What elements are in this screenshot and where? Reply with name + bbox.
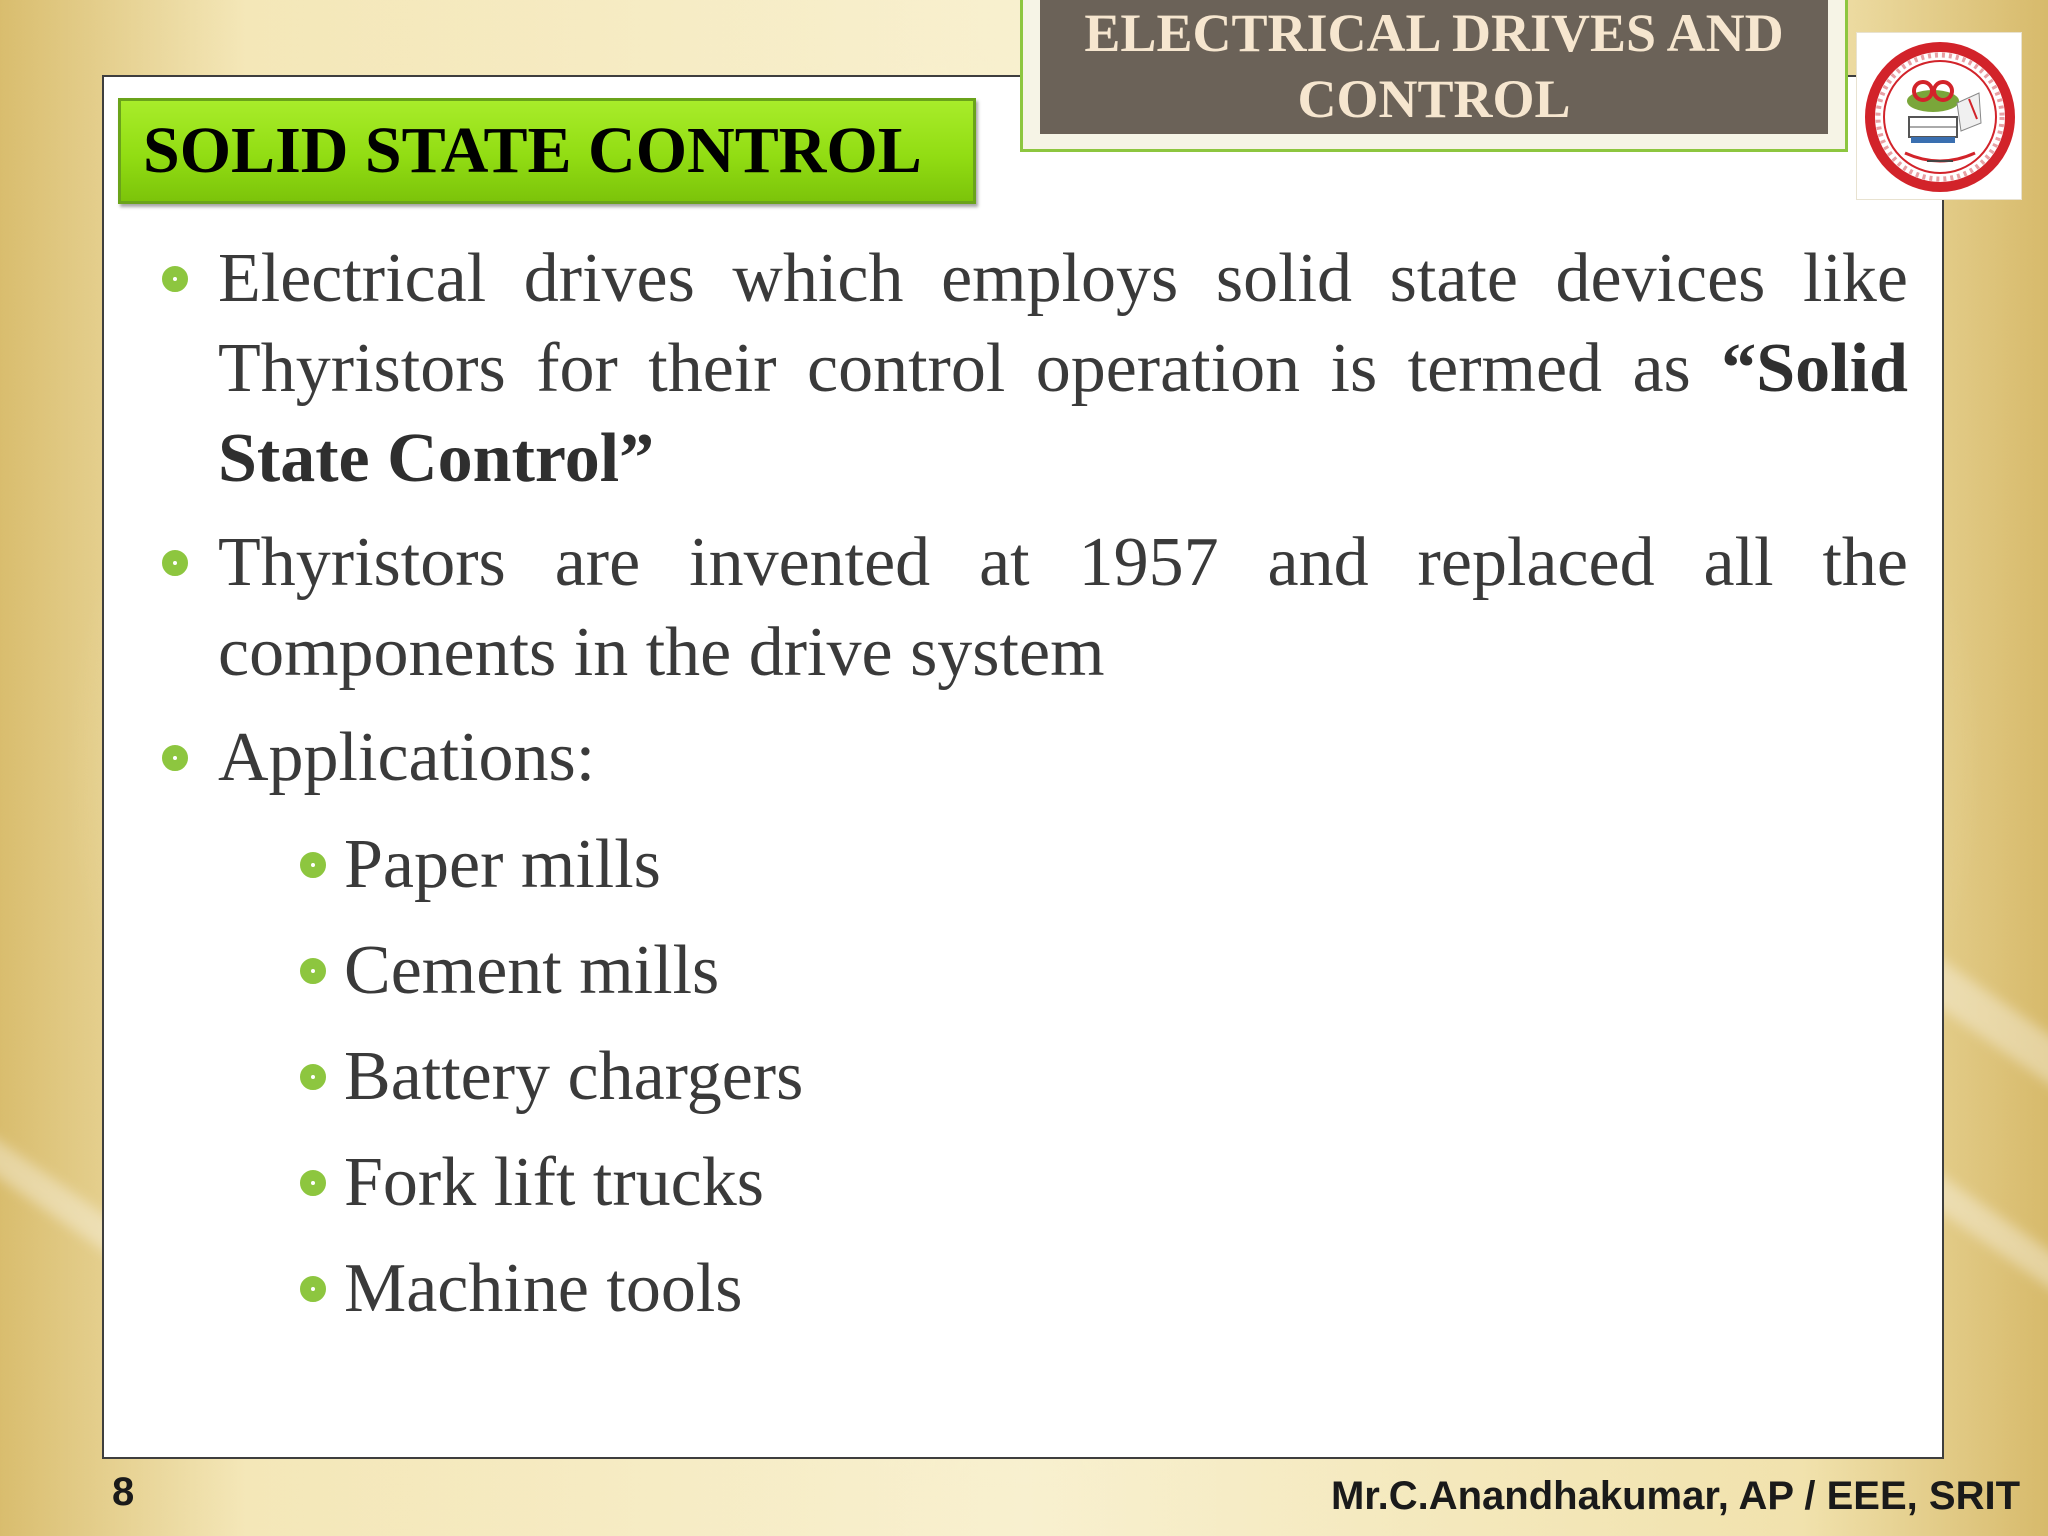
application-item: Fork lift trucks — [344, 1144, 764, 1221]
bullet-text — [218, 713, 1908, 803]
sub-bullet-ring-icon — [300, 1276, 326, 1302]
author-credit: Mr.C.Anandhakumar, AP / EEE, SRIT — [1330, 1474, 2020, 1518]
application-item: Paper mills — [344, 826, 661, 903]
slide-title: SOLID STATE CONTROL — [118, 98, 976, 204]
bullet-1-bold-text: “Solid State Control” — [218, 330, 1908, 497]
page-number: 8 — [112, 1470, 135, 1514]
application-item: Machine tools — [344, 1250, 743, 1327]
sub-bullet-ring-icon — [300, 1170, 326, 1196]
bullet-2-text: Thyristors are invented at 1957 and replaced all the components in the drive system — [218, 524, 1908, 691]
application-item: Cement mills — [344, 932, 720, 1009]
bullet-ring-icon — [162, 266, 188, 292]
course-title-line2: CONTROL — [1297, 69, 1571, 129]
bullet-ring-icon — [162, 550, 188, 576]
sub-bullet-ring-icon — [300, 958, 326, 984]
sub-bullet-ring-icon — [300, 852, 326, 878]
bullet-1-text: Electrical drives which employs solid state devices like Thyristors for their control operation is termed as — [218, 240, 1908, 407]
bullet-text — [218, 234, 1908, 504]
bullet-ring-icon — [162, 745, 188, 771]
application-item: Battery chargers — [344, 1038, 804, 1115]
sub-bullet-ring-icon — [300, 1064, 326, 1090]
bullet-text — [218, 518, 1908, 698]
course-title-line1: ELECTRICAL DRIVES AND — [1084, 3, 1784, 63]
bullet-3-text: Applications: — [218, 719, 596, 796]
